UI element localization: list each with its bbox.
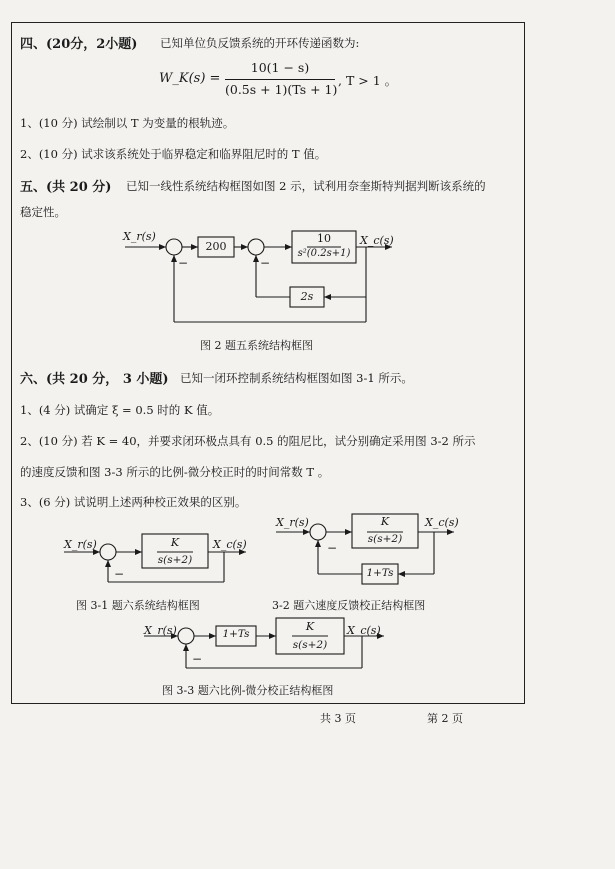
fig33-pd-block: 1+Ts: [222, 628, 250, 640]
section6-q3: 3、(6 分) 试说明上述两种校正效果的区别。: [20, 495, 247, 509]
fig2-caption: 图 2 题五系统结构框图: [200, 339, 313, 352]
fig33-plant-numerator: K: [305, 620, 315, 633]
section4-q1: 1、(10 分) 试绘制以 T 为变量的根轨迹。: [20, 116, 235, 130]
section5-heading: 五、(共 20 分): [20, 180, 112, 195]
fig32-plant-numerator: K: [380, 515, 390, 528]
fig2-gain-block: 200: [205, 240, 227, 253]
fig31-output-label: X_c(s): [213, 538, 247, 551]
section6-intro: 已知一闭环控制系统结构框图如图 3-1 所示。: [180, 371, 413, 385]
fig31-plant-denominator: s(s+2): [157, 554, 193, 566]
fig31-caption: 图 3-1 题六系统结构框图: [76, 599, 200, 612]
fig32-input-label: X_r(s): [276, 516, 309, 529]
fig33-caption: 图 3-3 题六比例-微分校正结构框图: [162, 684, 334, 697]
section4-heading: 四、(20分，2小题): [20, 37, 138, 52]
page-bottom-rule: [11, 703, 525, 704]
figure2-block-diagram: [120, 225, 400, 330]
fig31-input-label: X_r(s): [64, 538, 97, 551]
formula-condition: , T > 1 。: [338, 73, 398, 88]
section6-heading: 六、(共 20 分， 3 小题): [20, 372, 169, 387]
fig32-output-label: X_c(s): [425, 516, 459, 529]
formula-lhs: W_K(s) =: [159, 71, 221, 86]
formula-denominator: (0.5s + 1)(Ts + 1): [225, 82, 338, 97]
fig33-output-label: X_c(s): [347, 624, 381, 637]
fig2-feedback-block: 2s: [300, 290, 314, 303]
footer-page-number: 第 2 页: [427, 712, 463, 725]
fig2-output-label: X_c(s): [360, 234, 394, 247]
fig33-plant-denominator: s(s+2): [292, 639, 328, 651]
section6-q1: 1、(4 分) 试确定 ξ = 0.5 时的 K 值。: [20, 403, 220, 417]
section6-q2-line2: 的速度反馈和图 3-3 所示的比例-微分校正时的时间常数 T 。: [20, 465, 330, 479]
section6-q2-line1: 2、(10 分) 若 K = 40，并要求闭环极点具有 0.5 的阻尼比，试分别确定采用图 3-2 所示: [20, 434, 476, 448]
section4-intro: 已知单位负反馈系统的开环传递函数为:: [160, 36, 360, 50]
fig2-input-label: X_r(s): [123, 230, 156, 243]
fig33-minus-sign: −: [192, 652, 203, 666]
formula-numerator: 10(1 − s): [250, 60, 310, 75]
fig31-plant-numerator: K: [170, 536, 180, 549]
fig32-caption: 3-2 题六速度反馈校正结构框图: [272, 599, 426, 612]
section5-intro-line1: 已知一线性系统结构框图如图 2 示，试利用奈奎斯特判据判断该系统的: [126, 179, 486, 193]
fig31-minus-sign: −: [114, 567, 125, 581]
formula-fraction-bar: [225, 79, 335, 80]
fig2-minus-sign-2: −: [260, 256, 271, 270]
fig2-minus-sign-1: −: [178, 256, 189, 270]
fig2-plant-denominator: s²(0.2s+1): [297, 248, 351, 259]
section4-q2: 2、(10 分) 试求该系统处于临界稳定和临界阻尼时的 T 值。: [20, 147, 327, 161]
section5-intro-line2: 稳定性。: [20, 205, 66, 219]
fig32-minus-sign: −: [327, 541, 338, 555]
fig33-input-label: X_r(s): [144, 624, 177, 637]
footer-total-pages: 共 3 页: [320, 712, 356, 725]
fig2-plant-numerator: 10: [317, 232, 331, 245]
fig32-feedback-block: 1+Ts: [366, 567, 394, 579]
fig32-plant-denominator: s(s+2): [367, 533, 403, 545]
